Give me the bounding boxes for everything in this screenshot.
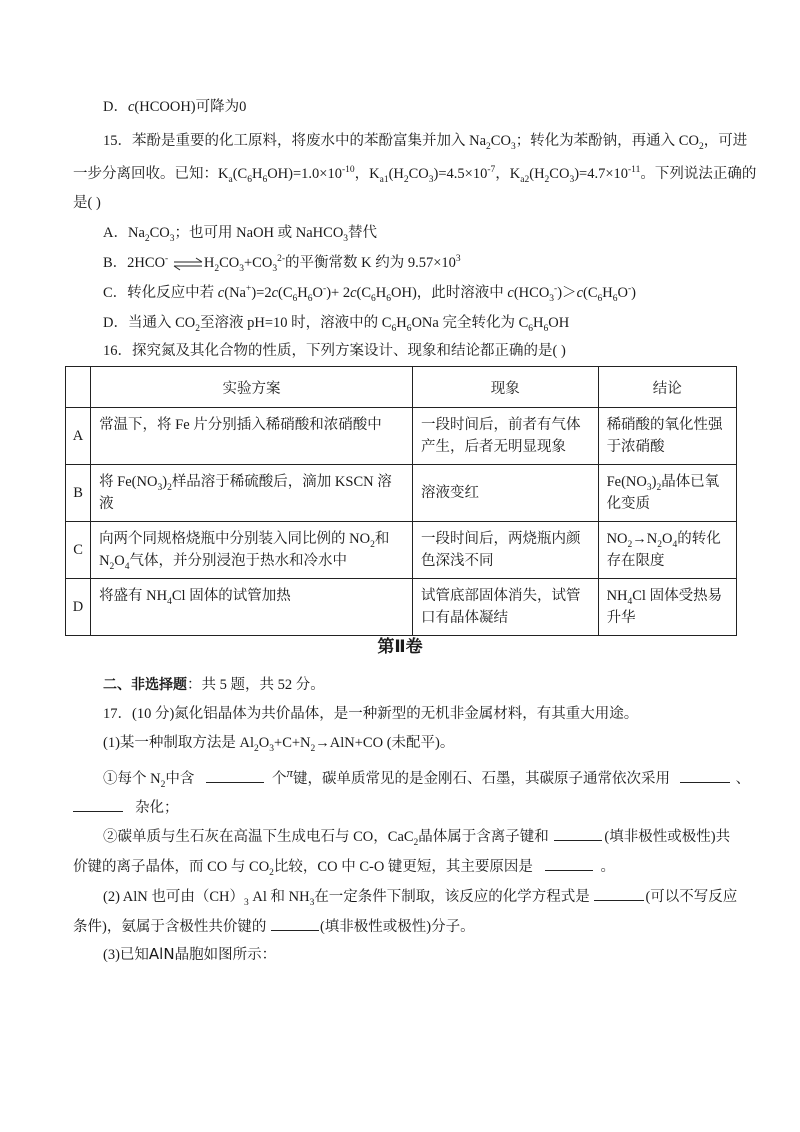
text: (H: [529, 166, 545, 182]
text: ，K: [354, 166, 380, 182]
text: 将 Fe(NO: [99, 474, 158, 490]
conclusion-cell: [598, 465, 736, 522]
table-row: [66, 465, 737, 522]
sub: 6: [528, 323, 533, 334]
table-row: [66, 522, 737, 579]
sub: 6: [406, 323, 412, 334]
text: OH: [548, 315, 570, 331]
text: B．2HCO: [103, 255, 166, 271]
text: H: [203, 255, 215, 271]
conclusion-cell: [598, 579, 736, 636]
sup: 2-: [277, 254, 285, 265]
row-label: A: [66, 408, 91, 465]
conclusion-text: [599, 465, 736, 521]
q15-option-a: [103, 223, 377, 243]
phenomenon-text: 溶液变红: [421, 485, 480, 501]
sup: 3: [455, 254, 461, 265]
sub: 6: [391, 323, 397, 334]
table-header-cell: 结论: [598, 367, 736, 408]
sub: 4: [124, 561, 130, 572]
sub: a1: [379, 174, 389, 185]
text: ）: [229, 889, 244, 905]
text: (HCO: [513, 285, 550, 301]
text: 和 N: [99, 531, 390, 569]
text: H: [396, 315, 407, 331]
sub: 2: [310, 743, 316, 754]
q17-part2-line1: [103, 886, 737, 907]
text: O: [662, 531, 673, 547]
text: 价键的离子晶体，而 CO 与 CO: [73, 859, 270, 875]
text: +CO: [243, 255, 273, 271]
text: 至溶液 pH=10 时，溶液中的 C: [200, 315, 392, 331]
text: (填非极性或极性)分子。: [319, 919, 475, 935]
text: O: [617, 285, 628, 301]
sub: 2: [413, 837, 419, 848]
text: NH: [606, 588, 628, 604]
text: →N: [632, 531, 658, 547]
text: H: [251, 166, 263, 182]
table-header-row: [66, 367, 737, 408]
plan-text: [91, 465, 412, 521]
row-label: B: [66, 465, 91, 522]
sup: +: [245, 284, 252, 295]
text: (H: [388, 166, 404, 182]
text: ；也可用 NaOH 或 NaHCO: [174, 225, 344, 241]
text: ②碳单质与生石灰在高温下生成电石与 CO，CaC: [103, 829, 414, 845]
text: ，K: [495, 166, 521, 182]
sub: 2: [627, 539, 633, 550]
table-row: [66, 408, 737, 465]
text: OH)=1.0×10: [267, 166, 342, 182]
sub: 3: [243, 897, 249, 908]
phenomenon-cell: [413, 579, 599, 636]
sub: 2: [544, 174, 550, 185]
sub: 6: [386, 293, 391, 304]
conclusion-text: [599, 522, 736, 578]
phenomenon-cell: [413, 522, 599, 579]
text: CO: [490, 133, 511, 149]
text: H: [375, 285, 387, 301]
answer-blank[interactable]: [554, 826, 602, 841]
text: 17．(10 分)氮化铝晶体为共价晶体，是一种新型的无机非金属材料，有其重大用途。: [103, 706, 639, 722]
text: )=4.7×10: [574, 166, 629, 182]
text: 键，碳单质常见的是金刚石、石墨，其碳原子通常依次采用: [293, 771, 670, 787]
sub: 6: [262, 174, 268, 185]
phenomenon-cell: [413, 465, 599, 522]
sub: 6: [307, 293, 313, 304]
q17-sub2-line1: [103, 826, 730, 847]
sub: 6: [612, 293, 618, 304]
text: 。: [600, 859, 616, 875]
q17-part3: [103, 944, 276, 965]
aln-formula: AlN: [148, 945, 175, 963]
text: OH)，此时溶液中: [391, 285, 508, 301]
q17-sub2-line2: [73, 856, 615, 877]
text: 替代: [348, 225, 378, 241]
text: CO: [149, 225, 170, 241]
sub: 3: [428, 174, 434, 185]
sub: a: [228, 174, 233, 185]
sub: 3: [239, 263, 244, 274]
conc-symbol: c: [576, 285, 583, 301]
text: 中含: [165, 771, 195, 787]
sub: 6: [292, 293, 298, 304]
q14-option-d: [103, 97, 246, 117]
text: 气体，并分别浸泡于热水和冷水中: [129, 553, 348, 569]
plan-cell: [91, 522, 413, 579]
sub: 2: [214, 263, 220, 274]
text: ): [651, 474, 657, 490]
sub: 3: [169, 233, 175, 244]
sub: 4: [672, 539, 678, 550]
sub: 3: [549, 293, 555, 304]
conclusion-cell: [598, 408, 736, 465]
text: (填非极性或极性)共: [604, 829, 731, 845]
sub: 3: [343, 233, 349, 244]
option-text: (HCOOH)可降为0: [134, 99, 247, 115]
q17-part1: [103, 733, 454, 753]
q16-stem: [103, 341, 566, 361]
text: 晶体属于含离子键和: [418, 829, 549, 845]
sub: 2: [160, 779, 166, 790]
text: 向两个同规格烧瓶中分别装入同比例的 NO: [99, 531, 371, 547]
sub: 2: [698, 141, 704, 152]
text: (2) AlN 也可由（CH: [103, 889, 230, 905]
text: O: [258, 735, 270, 751]
conc-symbol: c: [271, 285, 279, 301]
q17-stem: [103, 704, 638, 724]
conc-symbol: c: [217, 285, 225, 301]
conclusion-text: [599, 579, 736, 635]
text: →AlN+CO (未配平)。: [315, 735, 455, 751]
text: C．转化反应中若: [103, 285, 218, 301]
q15-stem-line1: [103, 131, 747, 151]
text: A．Na: [103, 225, 145, 241]
text: ): [162, 474, 168, 490]
sub: 6: [247, 174, 252, 185]
sub: 6: [543, 323, 549, 334]
text: O: [114, 553, 125, 569]
text: 晶胞如图所示：: [174, 947, 277, 963]
sup: -11: [628, 165, 641, 176]
text: (Na: [224, 285, 246, 301]
text: 将盛有 NH: [99, 588, 168, 604]
answer-blank[interactable]: [271, 916, 319, 931]
sup: -10: [341, 165, 355, 176]
text: 的平衡常数 K 约为 9.57×10: [284, 255, 456, 271]
sub: 2: [254, 743, 259, 754]
q17-sub1-line2: [73, 797, 179, 818]
option-prefix: D．: [103, 99, 128, 115]
sub: 2: [269, 867, 274, 878]
text: (3)已知: [103, 947, 149, 963]
text: 16．探究氮及其化合物的性质，下列方案设计、现象和结论都正确的是( ): [103, 343, 566, 359]
text: ONa 完全转化为 C: [411, 315, 529, 331]
text: 比较，CO 中 C-O 键更短，其主要原因是: [273, 859, 533, 875]
sup: -: [323, 284, 327, 295]
q15-option-c: [103, 283, 636, 303]
q15-stem-line2: [73, 164, 756, 184]
conc-symbol: c: [507, 285, 514, 301]
sub: 2: [403, 174, 409, 185]
text: (C: [278, 285, 293, 301]
text: H: [602, 285, 613, 301]
equilibrium-arrow-icon: [172, 257, 204, 271]
sup: -7: [487, 165, 496, 176]
table-row: [66, 579, 737, 636]
part-title: 二、非选择题: [103, 677, 187, 693]
plan-text: 常温下，将 Fe 片分别插入稀硝酸和浓硝酸中: [99, 417, 382, 433]
text: )=2: [251, 285, 272, 301]
text: Cl 固体受热易升华: [606, 588, 723, 626]
text: D．当通入 CO: [103, 315, 196, 331]
sub: 2: [167, 482, 172, 493]
plan-text: [91, 522, 412, 578]
sub: 2: [109, 561, 115, 572]
answer-blank[interactable]: [680, 768, 730, 783]
q15-option-b: [103, 253, 461, 273]
sub: 3: [157, 482, 163, 493]
text: CO: [549, 166, 570, 182]
q17-sub1-line1: [103, 763, 750, 789]
phenomenon-cell: [413, 408, 599, 465]
text: (可以不写反应: [645, 889, 738, 905]
sub: 6: [371, 293, 376, 304]
plan-cell: [91, 408, 413, 465]
sub: 2: [195, 323, 200, 334]
text: 在一定条件下制取，该反应的化学方程式是: [314, 889, 590, 905]
text: 、: [735, 771, 751, 787]
answer-blank[interactable]: [594, 886, 644, 901]
conc-symbol: c: [350, 285, 357, 301]
sub: 2: [144, 233, 150, 244]
sub: 2: [656, 482, 662, 493]
text: 样品溶于稀硫酸后，滴加 KSCN 溶液: [99, 474, 392, 512]
sup: -: [554, 284, 558, 295]
sub: 3: [646, 482, 652, 493]
text: H: [533, 315, 544, 331]
pi-symbol: π: [286, 765, 293, 780]
text: NO: [606, 531, 628, 547]
phenomenon-text: 一段时间后，两烧瓶内颜色深浅不同: [421, 531, 581, 569]
conclusion-text: 稀硝酸的氧化性强于浓硝酸: [606, 417, 723, 455]
part-desc: ：共 5 题，共 52 分。: [187, 677, 325, 693]
q15-option-d: [103, 313, 569, 333]
answer-blank[interactable]: [73, 797, 123, 812]
text: 。下列说法正确的: [640, 166, 757, 182]
conclusion-cell: [598, 522, 736, 579]
table-header-cell: 现象: [413, 367, 599, 408]
text: 是( ): [73, 195, 101, 211]
answer-blank[interactable]: [206, 768, 264, 783]
text: )+ 2: [326, 285, 351, 301]
text: ): [631, 285, 636, 301]
sub: 3: [272, 263, 278, 274]
text: 的转化存在限度: [606, 531, 721, 569]
sub: 3: [309, 897, 315, 908]
text: Fe(NO: [606, 474, 647, 490]
text: O: [312, 285, 324, 301]
sub: 3: [569, 174, 575, 185]
text: ①每个 N: [103, 771, 161, 787]
plan-cell: [91, 465, 413, 522]
text: ；转化为苯酚钠，再通入 CO: [515, 133, 699, 149]
row-label: C: [66, 522, 91, 579]
text: 个: [271, 771, 287, 787]
table-header-cell: [66, 367, 91, 408]
text: Cl 固体的试管加热: [171, 588, 291, 604]
text: 晶体已氧化变质: [606, 474, 720, 512]
text: H: [297, 285, 308, 301]
sub: 3: [510, 141, 516, 152]
text: (1)某一种制取方法是 Al: [103, 735, 255, 751]
plan-text: [91, 579, 412, 613]
text: (C: [583, 285, 598, 301]
text: )=4.5×10: [433, 166, 488, 182]
plan-cell: [91, 579, 413, 636]
q15-stem-line3: [73, 193, 101, 213]
text: 一步分离回收。已知：K: [73, 166, 229, 182]
text: CO: [408, 166, 429, 182]
sub: 6: [597, 293, 603, 304]
part2-heading: [103, 675, 325, 695]
sub: 2: [657, 539, 662, 550]
text: 杂化；: [135, 800, 179, 816]
text: +C+N: [274, 735, 311, 751]
sub: 2: [486, 141, 491, 152]
sub: 4: [627, 596, 633, 607]
row-label: D: [66, 579, 91, 636]
phenomenon-text: 一段时间后，前者有气体产生，后者无明显现象: [421, 417, 581, 455]
section-title: 第Ⅱ卷: [377, 637, 423, 657]
sup: -: [165, 254, 169, 265]
text: 条件)，氨属于含极性共价键的: [73, 919, 267, 935]
text: Al 和 NH: [252, 889, 310, 905]
text: (C: [232, 166, 248, 182]
table-header-cell: 实验方案: [91, 367, 413, 408]
text: (C: [356, 285, 372, 301]
sub: 2: [370, 539, 375, 550]
experiment-table: [65, 366, 737, 636]
phenomenon-text: 试管底部固体消失，试管口有晶体凝结: [421, 588, 581, 626]
answer-blank[interactable]: [545, 856, 593, 871]
sub: 4: [167, 596, 172, 607]
sub: a2: [520, 174, 530, 185]
text: )＞: [557, 285, 577, 301]
text: ，可进: [703, 133, 748, 149]
text: CO: [219, 255, 240, 271]
conc-symbol: c: [127, 99, 135, 115]
sup: -: [627, 284, 632, 295]
text: 15．苯酚是重要的化工原料，将废水中的苯酚富集并加入 Na: [103, 133, 487, 149]
sub: 3: [269, 743, 275, 754]
q17-part2-line2: [73, 916, 475, 937]
